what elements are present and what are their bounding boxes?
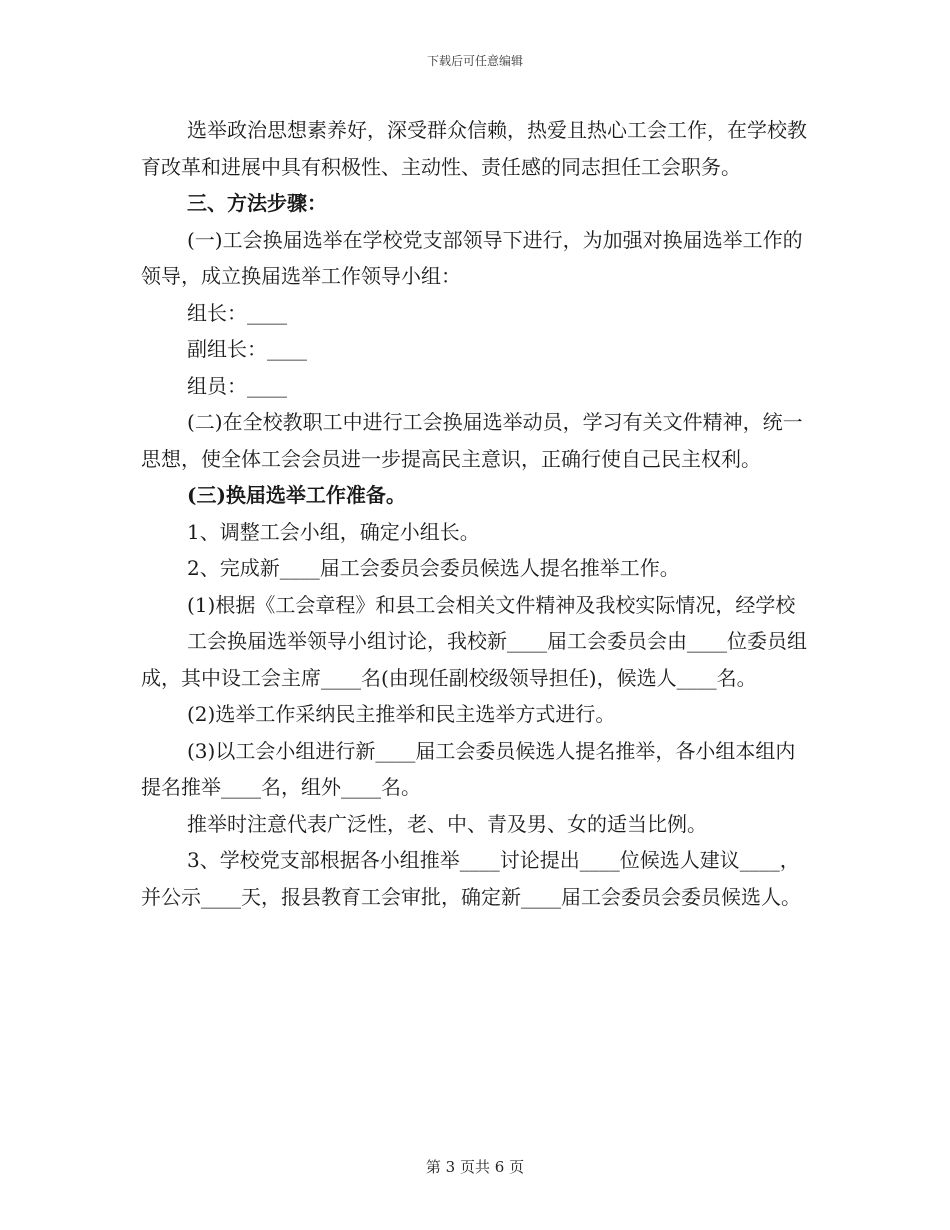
item-basis: (1)根据《工会章程》和县工会相关文件精神及我校实际情况，经学校 [187, 592, 796, 617]
paragraph-qualification: 选举政治思想素养好，深受群众信赖，热爱且热心工会工作，在学校教育改革和进展中具有积极性、主动性、责任感的同志担任工会职务。 [141, 118, 807, 179]
paragraph-leadership-group: (一)工会换届选举在学校党支部领导下进行，为加强对换届选举工作的领导，成立换届选举工作领导小组： [141, 227, 803, 288]
section-heading-methods: 三、方法步骤： [187, 191, 327, 215]
page-header: 下载后可任意编辑 [426, 54, 523, 68]
paragraph-mobilization: (二)在全校教职工中进行工会换届选举动员，学习有关文件精神，统一思想，使全体工会会员进一步提高民主意识，正确行使自己民主权利。 [141, 410, 803, 471]
document-body [141, 112, 813, 915]
item-election-method: (2)选举工作采纳民主推举和民主选举方式进行。 [187, 702, 616, 726]
item-nomination-work: 2、完成新____届工会委员会委员候选人提名推举工作。 [187, 556, 680, 580]
field-deputy-leader: 副组长：____ [187, 337, 307, 361]
item-committee-composition: 工会换届选举领导小组讨论，我校新____届工会委员会由____位委员组成，其中设工会主席____名(由现任副校级领导担任)，候选人____名。 [141, 629, 807, 690]
item-group-nomination: (3)以工会小组进行新____届工会委员候选人提名推举，各小组本组内提名推举____名，组外____名。 [141, 738, 796, 799]
subheading-preparation: (三)换届选举工作准备。 [187, 483, 406, 507]
item-adjust-groups: 1、调整工会小组，确定小组长。 [187, 519, 480, 544]
field-members: 组员：____ [187, 373, 287, 398]
page-footer: 第 3 页共 6 页 [425, 1158, 525, 1176]
item-party-review: 3、学校党支部根据各小组推举____讨论提出____位候选人建议____，并公示____天，报县教育工会审批，确定新____届工会委员会委员候选人。 [141, 848, 801, 909]
item-representation: 推举时注意代表广泛性，老、中、青及男、女的适当比例。 [187, 811, 707, 836]
field-group-leader: 组长：____ [187, 300, 287, 325]
